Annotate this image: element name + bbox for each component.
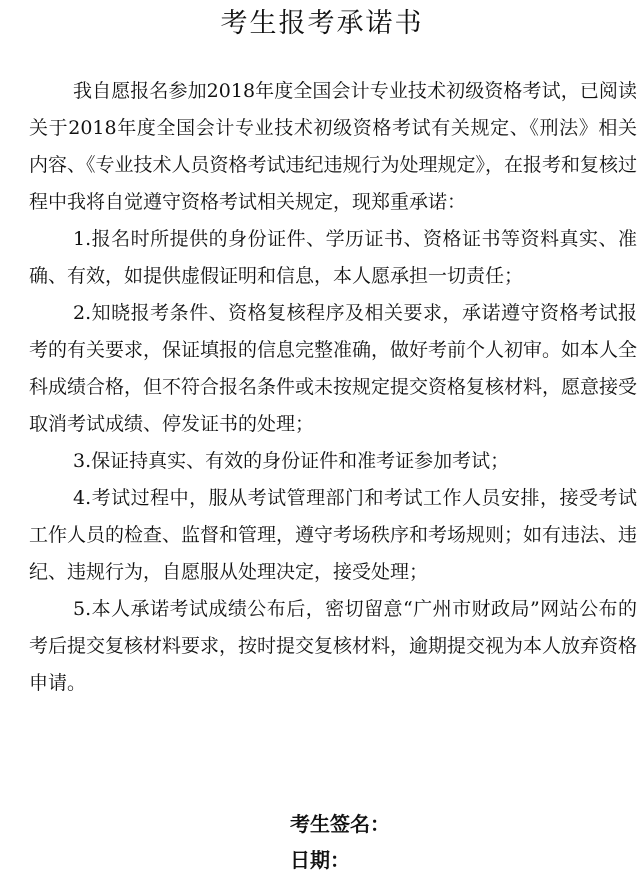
document-title: 考生报考承诺书 xyxy=(220,8,424,39)
date-label: 日期： xyxy=(290,848,350,872)
promise-item-2: 2.知晓报考条件、资格复核程序及相关要求，承诺遵守资格考试报考的有关要求，保证填报的信息完整准确，做好考前个人初审。如本人全科成绩合格，但不符合报名条件或未按规定提交资格复核材料，愿意接受取消考试成绩、停发证书的处理； xyxy=(29,302,638,435)
promise-item-5: 5.本人承诺考试成绩公布后，密切留意“广州市财政局”网站公布的考后提交复核材料要求，按时提交复核材料，逾期提交视为本人放弃资格申请。 xyxy=(29,598,638,694)
intro-paragraph: 我自愿报名参加2018年度全国会计专业技术初级资格考试，已阅读关于2018年度全国会计专业技术初级资格考试有关规定、《刑法》相关内容、《专业技术人员资格考试违纪违规行为处理规定》，在报考和复核过程中我将自觉遵守资格考试相关规定，现郑重承诺： xyxy=(29,80,638,213)
promise-item-1: 1.报名时所提供的身份证件、学历证书、资格证书等资料真实、准确、有效，如提供虚假证明和信息，本人愿承担一切责任； xyxy=(29,228,637,287)
signature-label: 考生签名： xyxy=(290,812,390,836)
document-body xyxy=(29,73,637,702)
promise-item-3: 3.保证持真实、有效的身份证件和准考证参加考试； xyxy=(73,450,510,472)
signature-block xyxy=(290,806,390,878)
promise-item-4: 4.考试过程中，服从考试管理部门和考试工作人员安排，接受考试工作人员的检查、监督和管理，遵守考场秩序和考场规则；如有违法、违纪、违规行为，自愿服从处理决定，接受处理； xyxy=(29,487,638,583)
